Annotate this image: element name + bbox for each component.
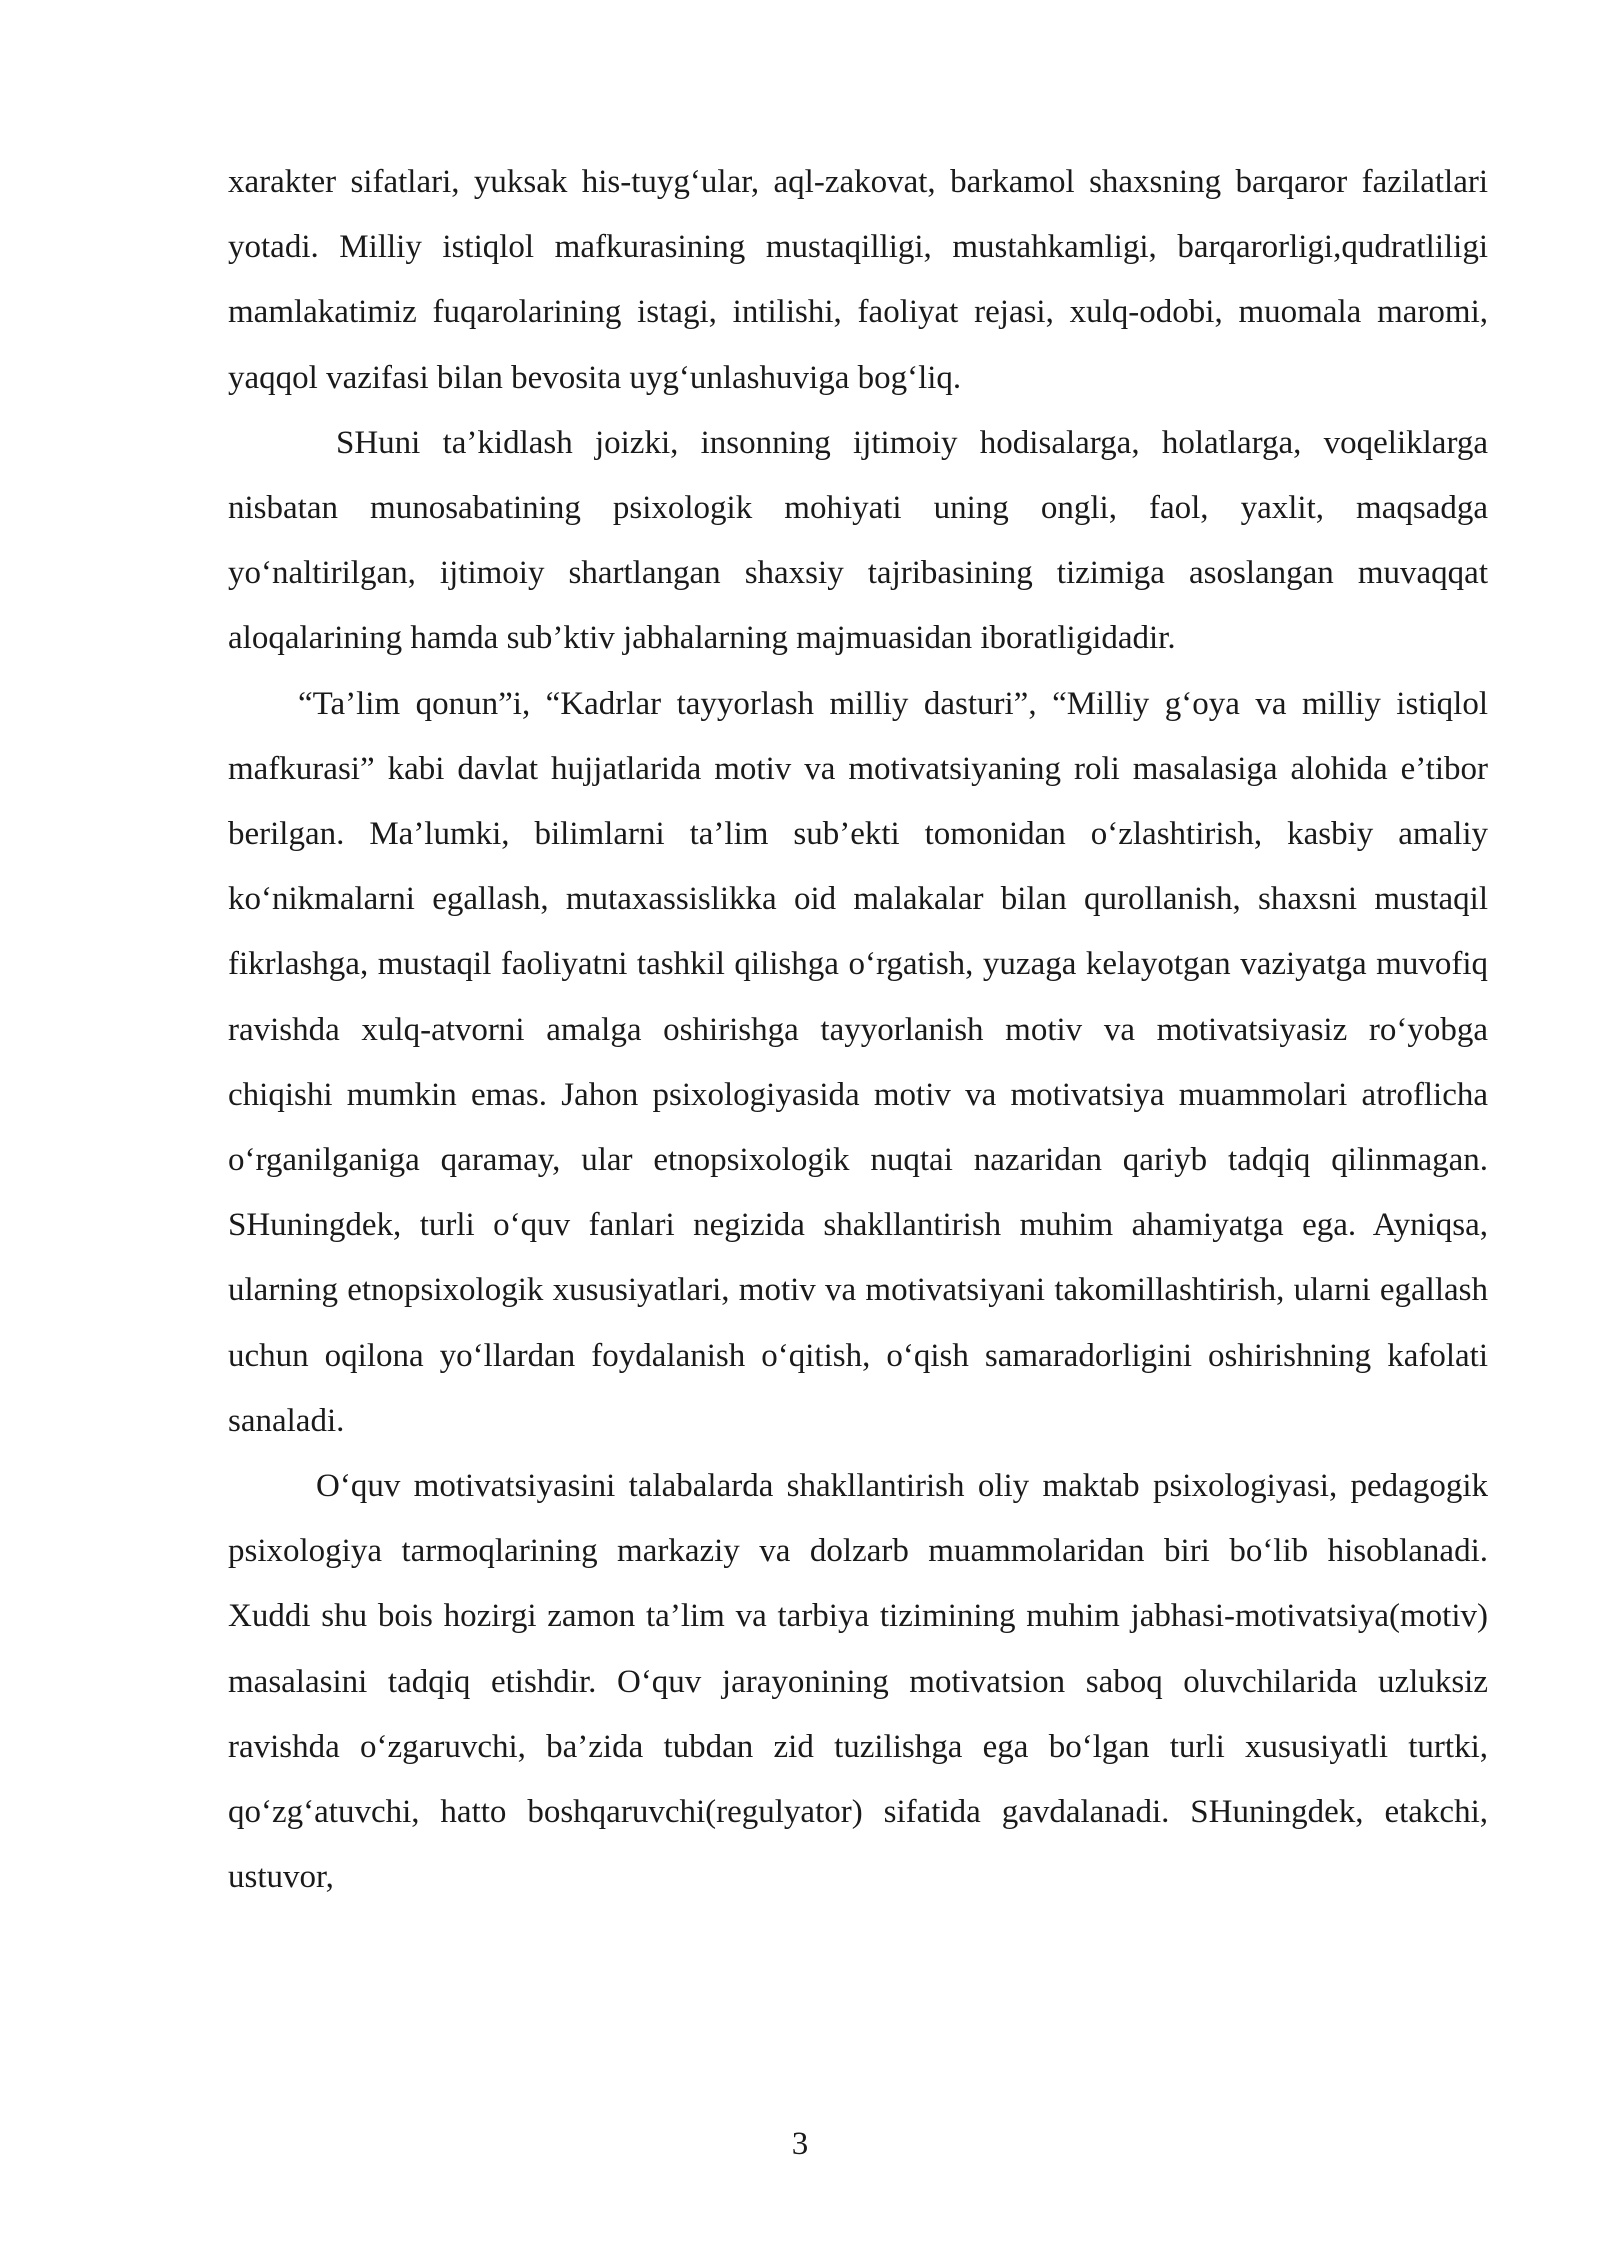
- page-number: 3: [791, 2126, 809, 2162]
- paragraph-2: SHuni ta’kidlash joizki, insonning ijtimoiy hodisalarga, holatlarga, voqeliklarga nisbatan munosabatining psixologik mohiyati uning ongli, faol, yaxlit, maqsadga yo‘naltirilgan, ijtimoiy shartlangan shaxsiy tajribasining tizimiga asoslangan muvaqqat aloqalarining hamda sub’ktiv jabhalarning majmuasidan iboratligidadir.: [228, 424, 1488, 657]
- paragraph-1: xarakter sifatlari, yuksak his-tuyg‘ular, aql-zakovat, barkamol shaxsning barqaror fazilatlari yotadi. Milliy istiqlol mafkurasining mustaqilligi, mustahkamligi, barqarorligi,qudratliligi mamlakatimiz fuqarolarining istagi, intilishi, faoliyat rejasi, xulq-odobi, muomala maromi, yaqqol vazifasi bilan bevosita uyg‘unlashuviga bog‘liq.: [228, 164, 1488, 396]
- paragraph-3: “Ta’lim qonun”i, “Kadrlar tayyorlash milliy dasturi”, “Milliy g‘oya va milliy istiqlol mafkurasi” kabi davlat hujjatlarida motiv va motivatsiyaning roli masalasiga alohida e’tibor berilgan. Ma’lumki, bilimlarni ta’lim sub’ekti tomonidan o‘zlashtirish, kasbiy amaliy ko‘nikmalarni egallash, mutaxassislikka oid malakalar bilan qurollanish, shaxsni mustaqil fikrlashga, mustaqil faoliyatni tashkil qilishga o‘rgatish, yuzaga kelayotgan vaziyatga muvofiq ravishda xulq-atvorni amalga oshirishga tayyorlanish motiv va motivatsiyasiz ro‘yobga chiqishi mumkin emas. Jahon psixologiyasida motiv va motivatsiya muammolari atroflicha o‘rganilganiga qaramay, ular etnopsixologik nuqtai nazaridan qariyb tadqiq qilinmagan. SHuningdek, turli o‘quv fanlari negizida shakllantirish muhim ahamiyatga ega. Ayniqsa, ularning etnopsixologik xususiyatlari, motiv va motivatsiyani takomillashtirish, ularni egallash uchun oqilona yo‘llardan foydalanish o‘qitish, o‘qish samaradorligini oshirishning kafolati sanaladi.: [228, 685, 1488, 1439]
- paragraph-4: O‘quv motivatsiyasini talabalarda shakllantirish oliy maktab psixologiyasi, pedagogik psixologiya tarmoqlarining markaziy va dolzarb muammolaridan biri bo‘lib hisoblanadi. Xuddi shu bois hozirgi zamon ta’lim va tarbiya tizimining muhim jabhasi-motivatsiya(motiv) masalasini tadqiq etishdir. O‘quv jarayonining motivatsion saboq oluvchilarida uzluksiz ravishda o‘zgaruvchi, ba’zida tubdan zid tuzilishga ega bo‘lgan turli xususiyatli turtki, qo‘zg‘atuvchi, hatto boshqaruvchi(regulyator) sifatida gavdalanadi. SHuningdek, etakchi, ustuvor,: [228, 1468, 1488, 1896]
- page-body-text: [228, 150, 1488, 1910]
